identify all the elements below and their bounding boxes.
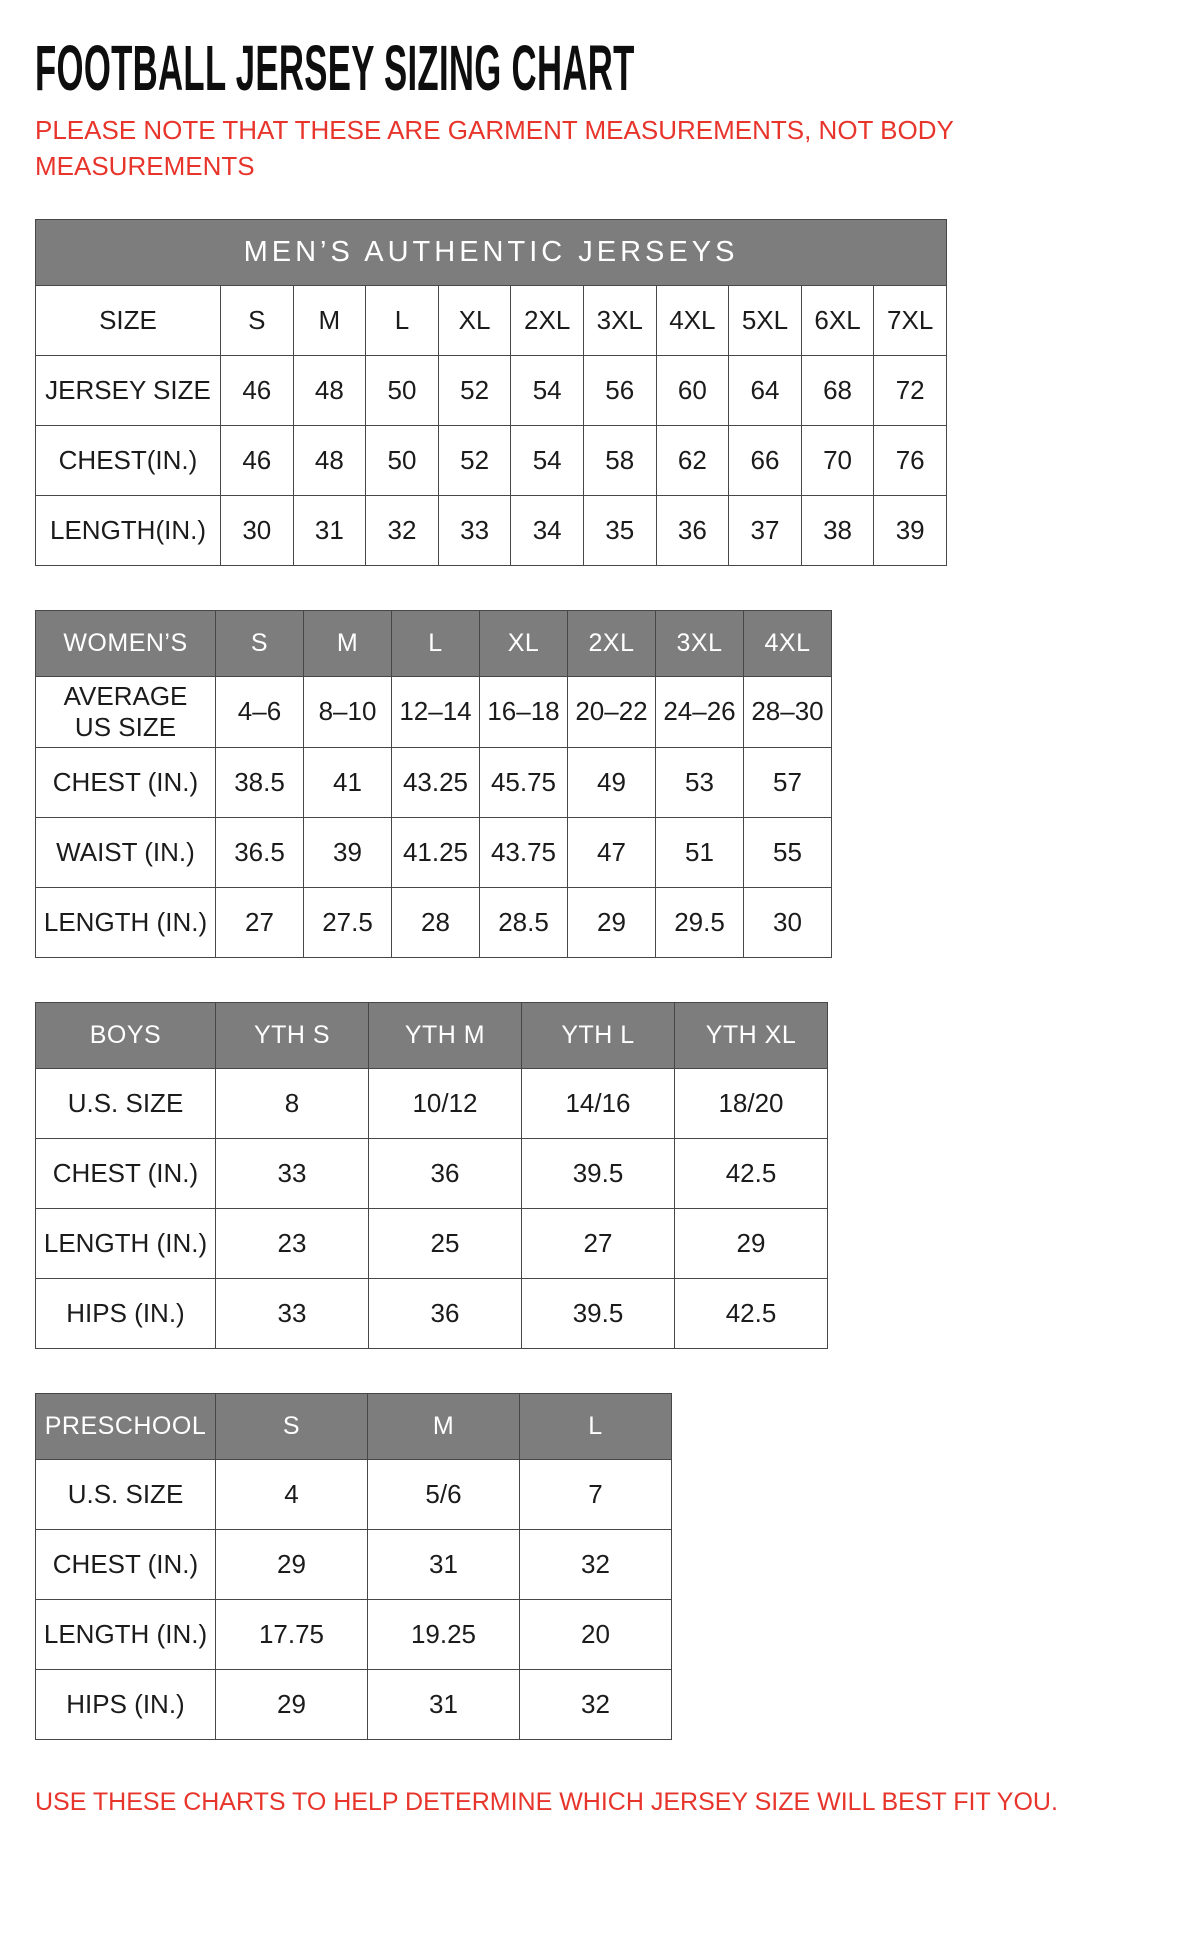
- table-cell: 56: [583, 355, 656, 425]
- table-cell: 33: [438, 495, 511, 565]
- row-label: AVERAGE US SIZE: [36, 676, 216, 747]
- table-cell: 30: [744, 887, 832, 957]
- table-cell: 50: [366, 355, 439, 425]
- table-cell: 2XL: [511, 285, 584, 355]
- table-cell: 33: [216, 1278, 369, 1348]
- table-cell: 42.5: [675, 1278, 828, 1348]
- table-cell: 46: [221, 425, 294, 495]
- table-cell: 35: [583, 495, 656, 565]
- row-label: CHEST (IN.): [36, 1529, 216, 1599]
- table-cell: 33: [216, 1138, 369, 1208]
- table-cell: 24–26: [656, 676, 744, 747]
- table-cell: 4: [216, 1459, 368, 1529]
- table-cell: 49: [568, 747, 656, 817]
- table-cell: 32: [520, 1529, 672, 1599]
- table-cell: 52: [438, 355, 511, 425]
- table-cell: 12–14: [392, 676, 480, 747]
- table-cell: 8: [216, 1068, 369, 1138]
- column-header: S: [216, 1393, 368, 1459]
- table-cell: 32: [520, 1669, 672, 1739]
- table-cell: 18/20: [675, 1068, 828, 1138]
- table-cell: M: [293, 285, 366, 355]
- table-row: [36, 676, 832, 747]
- table-cell: 27: [216, 887, 304, 957]
- table-cell: 25: [369, 1208, 522, 1278]
- table-cell: 28–30: [744, 676, 832, 747]
- row-label: SIZE: [36, 285, 221, 355]
- row-label: LENGTH (IN.): [36, 1208, 216, 1278]
- table-cell: 48: [293, 355, 366, 425]
- table-corner-label: BOYS: [36, 1002, 216, 1068]
- table-cell: 60: [656, 355, 729, 425]
- table-cell: 43.75: [480, 817, 568, 887]
- table-cell: 70: [801, 425, 874, 495]
- row-label: HIPS (IN.): [36, 1669, 216, 1739]
- table-row: [36, 1529, 672, 1599]
- fit-advice-footer: USE THESE CHARTS TO HELP DETERMINE WHICH JERSEY SIZE WILL BEST FIT YOU.: [35, 1787, 1058, 1816]
- table-cell: 27.5: [304, 887, 392, 957]
- table-cell: 39.5: [522, 1278, 675, 1348]
- table-title: MEN’S AUTHENTIC JERSEYS: [36, 219, 947, 285]
- table-row: [36, 1459, 672, 1529]
- table-cell: 68: [801, 355, 874, 425]
- table-row: [36, 495, 947, 565]
- table-cell: 23: [216, 1208, 369, 1278]
- column-header: YTH M: [369, 1002, 522, 1068]
- table-cell: 38: [801, 495, 874, 565]
- table-cell: XL: [438, 285, 511, 355]
- table-row: [36, 1669, 672, 1739]
- table-cell: 39: [304, 817, 392, 887]
- column-header: 3XL: [656, 610, 744, 676]
- table-row: [36, 1599, 672, 1669]
- table-cell: 4–6: [216, 676, 304, 747]
- table-cell: 3XL: [583, 285, 656, 355]
- table-cell: 36: [656, 495, 729, 565]
- table-cell: 4XL: [656, 285, 729, 355]
- table-title-row: [36, 219, 947, 285]
- column-header: XL: [480, 610, 568, 676]
- table-header-row: [36, 1393, 672, 1459]
- page-title: FOOTBALL JERSEY SIZING CHART: [35, 31, 635, 104]
- table-cell: 47: [568, 817, 656, 887]
- column-header: S: [216, 610, 304, 676]
- table-cell: 48: [293, 425, 366, 495]
- table-cell: 29: [216, 1529, 368, 1599]
- table-cell: 55: [744, 817, 832, 887]
- table-row: [36, 1068, 828, 1138]
- table-cell: L: [366, 285, 439, 355]
- table-row: [36, 355, 947, 425]
- column-header: L: [520, 1393, 672, 1459]
- table-cell: 57: [744, 747, 832, 817]
- table-row: [36, 817, 832, 887]
- table-cell: 76: [874, 425, 947, 495]
- row-label: CHEST (IN.): [36, 1138, 216, 1208]
- garment-measurements-note: PLEASE NOTE THAT THESE ARE GARMENT MEASUREMENTS, NOT BODY MEASUREMENTS: [35, 115, 954, 182]
- table-cell: 28.5: [480, 887, 568, 957]
- table-cell: 29: [568, 887, 656, 957]
- table-cell: 20: [520, 1599, 672, 1669]
- table-cell: 64: [729, 355, 802, 425]
- table-cell: 28: [392, 887, 480, 957]
- table-cell: 38.5: [216, 747, 304, 817]
- table-cell: 36.5: [216, 817, 304, 887]
- table-cell: 20–22: [568, 676, 656, 747]
- row-label: JERSEY SIZE: [36, 355, 221, 425]
- table-cell: 5XL: [729, 285, 802, 355]
- table-cell: 36: [369, 1278, 522, 1348]
- table-cell: 72: [874, 355, 947, 425]
- table-cell: 34: [511, 495, 584, 565]
- table-cell: 54: [511, 355, 584, 425]
- table-cell: 45.75: [480, 747, 568, 817]
- column-header: M: [304, 610, 392, 676]
- row-label: LENGTH(IN.): [36, 495, 221, 565]
- table-cell: 7XL: [874, 285, 947, 355]
- table-cell: S: [221, 285, 294, 355]
- table-cell: 29: [675, 1208, 828, 1278]
- column-header: YTH XL: [675, 1002, 828, 1068]
- column-header: 4XL: [744, 610, 832, 676]
- table-cell: 42.5: [675, 1138, 828, 1208]
- table-row: [36, 887, 832, 957]
- table-cell: 58: [583, 425, 656, 495]
- table-cell: 14/16: [522, 1068, 675, 1138]
- table-row: [36, 1208, 828, 1278]
- table-cell: 29: [216, 1669, 368, 1739]
- column-header: YTH S: [216, 1002, 369, 1068]
- row-label: LENGTH (IN.): [36, 1599, 216, 1669]
- table-cell: 31: [293, 495, 366, 565]
- table-cell: 10/12: [369, 1068, 522, 1138]
- row-label: U.S. SIZE: [36, 1068, 216, 1138]
- table-cell: 51: [656, 817, 744, 887]
- table-cell: 19.25: [368, 1599, 520, 1669]
- column-header: 2XL: [568, 610, 656, 676]
- table-row: [36, 425, 947, 495]
- table-corner-label: WOMEN’S: [36, 610, 216, 676]
- table-cell: 41: [304, 747, 392, 817]
- preschool-sizing-table: [35, 1393, 672, 1740]
- table-cell: 5/6: [368, 1459, 520, 1529]
- table-cell: 30: [221, 495, 294, 565]
- table-cell: 29.5: [656, 887, 744, 957]
- mens-authentic-jerseys-table: [35, 219, 947, 566]
- row-label: CHEST(IN.): [36, 425, 221, 495]
- table-corner-label: PRESCHOOL: [36, 1393, 216, 1459]
- table-row: [36, 747, 832, 817]
- boys-sizing-table: [35, 1002, 828, 1349]
- table-cell: 41.25: [392, 817, 480, 887]
- table-cell: 54: [511, 425, 584, 495]
- table-cell: 62: [656, 425, 729, 495]
- table-cell: 52: [438, 425, 511, 495]
- row-label: CHEST (IN.): [36, 747, 216, 817]
- table-cell: 31: [368, 1529, 520, 1599]
- table-row: [36, 1278, 828, 1348]
- table-cell: 6XL: [801, 285, 874, 355]
- table-cell: 32: [366, 495, 439, 565]
- table-cell: 39.5: [522, 1138, 675, 1208]
- table-cell: 43.25: [392, 747, 480, 817]
- table-cell: 36: [369, 1138, 522, 1208]
- table-cell: 66: [729, 425, 802, 495]
- row-label: LENGTH (IN.): [36, 887, 216, 957]
- table-row: [36, 285, 947, 355]
- table-cell: 50: [366, 425, 439, 495]
- table-cell: 16–18: [480, 676, 568, 747]
- table-cell: 46: [221, 355, 294, 425]
- table-row: [36, 1138, 828, 1208]
- womens-sizing-table: [35, 610, 832, 958]
- row-label: HIPS (IN.): [36, 1278, 216, 1348]
- table-cell: 31: [368, 1669, 520, 1739]
- column-header: L: [392, 610, 480, 676]
- column-header: M: [368, 1393, 520, 1459]
- table-cell: 17.75: [216, 1599, 368, 1669]
- table-cell: 53: [656, 747, 744, 817]
- table-header-row: [36, 610, 832, 676]
- column-header: YTH L: [522, 1002, 675, 1068]
- table-cell: 8–10: [304, 676, 392, 747]
- table-cell: 37: [729, 495, 802, 565]
- table-header-row: [36, 1002, 828, 1068]
- row-label: U.S. SIZE: [36, 1459, 216, 1529]
- table-cell: 39: [874, 495, 947, 565]
- table-cell: 27: [522, 1208, 675, 1278]
- table-cell: 7: [520, 1459, 672, 1529]
- row-label: WAIST (IN.): [36, 817, 216, 887]
